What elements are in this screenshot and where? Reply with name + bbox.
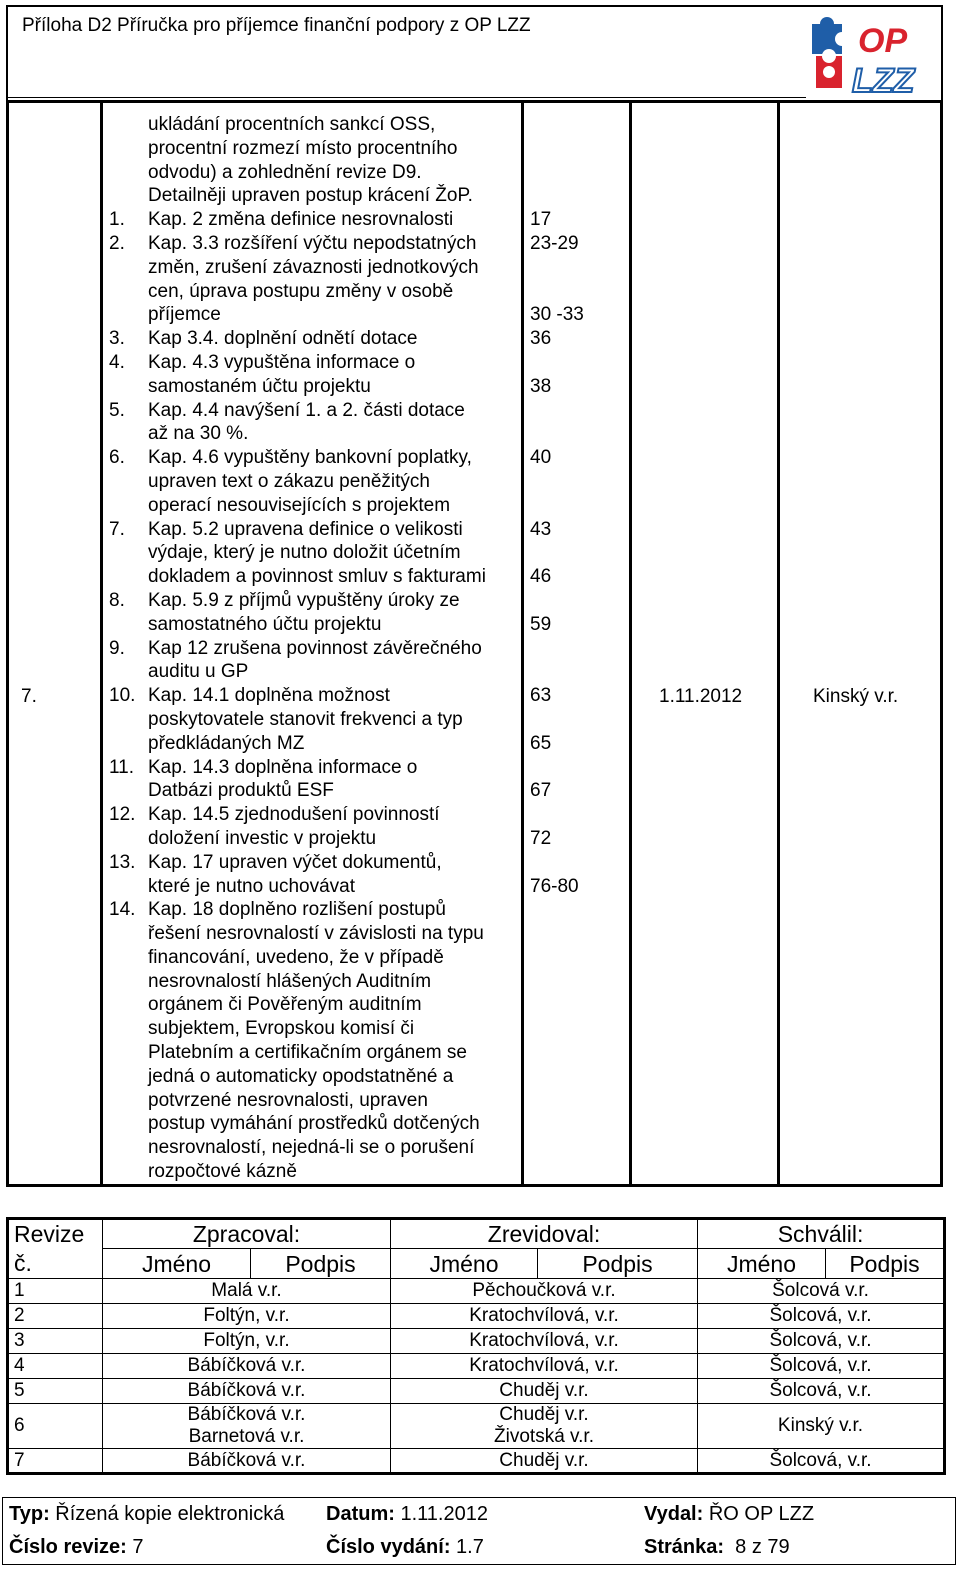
revision-row	[8, 1279, 945, 1304]
page-reference	[530, 1089, 584, 1113]
zrevidoval-cell	[391, 1404, 698, 1449]
jmeno-header: Jméno	[698, 1249, 826, 1279]
change-descriptions-column	[148, 113, 486, 1184]
page-reference	[530, 422, 584, 446]
schvalil-name: Kinský v.r.	[777, 1415, 864, 1436]
change-description-line: odvodu) a zohlednění revize D9.	[148, 161, 422, 183]
item-number	[109, 1065, 147, 1089]
page-reference	[530, 803, 584, 827]
page-reference: 38	[530, 375, 552, 397]
item-number	[109, 732, 147, 756]
page-reference: 17	[530, 209, 552, 231]
zpracoval-header: Zpracoval:	[103, 1219, 391, 1249]
revision-number-text: 5	[14, 1380, 25, 1401]
change-description-line: jedná o automaticky opodstatněné a	[148, 1065, 454, 1087]
item-number	[109, 1160, 147, 1184]
item-number	[109, 1041, 147, 1065]
zpracoval-cell	[103, 1354, 391, 1379]
page-reference	[530, 1112, 584, 1136]
vydal-value: ŘO OP LZZ	[708, 1503, 815, 1525]
change-description-line: řešení nesrovnalostí v závislosti na typu	[148, 923, 484, 945]
page-header	[6, 5, 943, 100]
item-number: 1.	[109, 209, 125, 231]
item-number: 3.	[109, 328, 125, 350]
page-reference	[530, 161, 584, 185]
page-footer	[2, 1497, 956, 1565]
svg-text:OP: OP	[858, 22, 908, 60]
cislo-revize-label: Číslo revize:	[9, 1536, 127, 1558]
page-reference	[530, 494, 584, 518]
column-divider	[777, 103, 780, 1184]
schvalil-name: Šolcová v.r.	[772, 1280, 869, 1301]
item-number	[109, 660, 147, 684]
zpracoval-name: Bábíčková v.r.	[187, 1380, 306, 1401]
change-description-line: doložení investic v projektu	[148, 827, 377, 849]
revision-row	[8, 1354, 945, 1379]
zpracoval-name: Malá v.r.	[211, 1280, 282, 1301]
page-reference	[530, 708, 584, 732]
zrevidoval-cell	[391, 1329, 698, 1354]
change-description-line: Kap. 2 změna definice nesrovnalosti	[148, 209, 454, 231]
item-number	[109, 827, 147, 851]
item-number	[109, 303, 147, 327]
revision-number-cell	[8, 1329, 103, 1354]
revision-row	[8, 1329, 945, 1354]
change-description-line: potvrzené nesrovnalosti, upraven	[148, 1089, 428, 1111]
page-reference	[530, 970, 584, 994]
change-description-line: Kap. 17 upraven výčet dokumentů,	[148, 851, 442, 873]
change-description-line: Kap. 18 doplněno rozlišení postupů	[148, 899, 446, 921]
revision-date: 1.11.2012	[659, 686, 743, 707]
page-reference	[530, 113, 584, 137]
page-reference	[530, 280, 584, 304]
page-reference: 30 -33	[530, 304, 584, 326]
page-reference	[530, 1041, 584, 1065]
footer-typ	[9, 1503, 284, 1526]
change-description-line: rozpočtové kázně	[148, 1161, 297, 1183]
schvalil-header: Schválil:	[698, 1219, 945, 1249]
item-number	[109, 541, 147, 565]
page-reference	[530, 660, 584, 684]
item-number	[109, 494, 147, 518]
item-number	[109, 946, 147, 970]
change-description-line: Kap. 4.6 vypuštěny bankovní poplatky,	[148, 447, 472, 469]
zpracoval-cell	[103, 1304, 391, 1329]
change-description-line: auditu u GP	[148, 661, 249, 683]
revision-number-cell	[8, 1304, 103, 1329]
change-log-table	[6, 100, 943, 1187]
page-reference	[530, 256, 584, 280]
change-description-line: změn, zrušení závaznosti jednotkových	[148, 256, 479, 278]
revision-number-text: 3	[14, 1330, 25, 1351]
change-description-line: předkládaných MZ	[148, 732, 305, 754]
item-number	[109, 280, 147, 304]
item-number	[109, 708, 147, 732]
revision-number-text: 2	[14, 1305, 25, 1326]
zrevidoval-name: Kratochvílová, v.r.	[469, 1330, 619, 1351]
change-description-line: cen, úprava postupu změny v osobě	[148, 280, 454, 302]
page-reference	[530, 399, 584, 423]
revision-number-cell	[8, 1354, 103, 1379]
page-reference	[530, 946, 584, 970]
page-reference	[530, 1065, 584, 1089]
change-description-line: ukládání procentních sankcí OSS,	[148, 114, 436, 135]
item-number	[109, 993, 147, 1017]
revision-number-text: 7	[14, 1449, 25, 1471]
item-number	[109, 613, 147, 637]
schvalil-name: Šolcová, v.r.	[769, 1305, 872, 1326]
item-number	[109, 970, 147, 994]
item-number	[109, 422, 147, 446]
revision-table	[6, 1217, 946, 1475]
zpracoval-cell	[103, 1449, 391, 1474]
jmeno-header: Jméno	[391, 1249, 538, 1279]
zrevidoval-name: Pěchoučková v.r.	[472, 1280, 616, 1301]
zpracoval-name: Foltýn, v.r.	[203, 1305, 290, 1326]
page-reference	[530, 637, 584, 661]
schvalil-cell	[698, 1404, 945, 1449]
page-reference: 36	[530, 328, 552, 350]
change-description-line: Detailněji upraven postup krácení ŽoP.	[148, 185, 473, 207]
change-description-line: příjemce	[148, 304, 221, 326]
zpracoval-name: Bábíčková v.r.	[187, 1404, 306, 1425]
change-description-line: Kap. 5.9 z příjmů vypuštěny úroky ze	[148, 589, 460, 611]
item-number: 2.	[109, 232, 125, 254]
page-reference	[530, 470, 584, 494]
page-reference	[530, 589, 584, 613]
zrevidoval-name: Kratochvílová, v.r.	[469, 1355, 619, 1376]
change-description-line: nesrovnalostí, nejedná-li se o porušení	[148, 1137, 475, 1159]
page-reference	[530, 541, 584, 565]
zrevidoval-cell	[391, 1449, 698, 1474]
change-description-line: výdaje, který je nutno doložit účetním	[148, 542, 461, 564]
footer-stranka	[644, 1536, 790, 1559]
revision-number-cell	[8, 1449, 103, 1474]
change-description-line: Kap. 14.3 doplněna informace o	[148, 756, 418, 778]
item-number	[109, 256, 147, 280]
change-description-line: dokladem a povinnost smluv s fakturami	[148, 566, 486, 588]
schvalil-cell	[698, 1329, 945, 1354]
item-number: 7.	[109, 518, 125, 540]
revision-row	[8, 1404, 945, 1449]
zpracoval-name: Bábíčková v.r.	[187, 1449, 306, 1471]
change-description-line: postup vymáhání prostředků dotčených	[148, 1113, 480, 1135]
item-number	[109, 161, 147, 185]
page-reference	[530, 898, 584, 922]
typ-label: Typ:	[9, 1503, 50, 1525]
item-number	[109, 1136, 147, 1160]
change-description-line: operací nesouvisejících s projektem	[148, 494, 451, 516]
item-number	[109, 779, 147, 803]
schvalil-cell	[698, 1279, 945, 1304]
schvalil-cell	[698, 1449, 945, 1474]
cislo-vydani-value: 1.7	[456, 1536, 484, 1558]
page-reference: 65	[530, 732, 552, 754]
zpracoval-name: Bábíčková v.r.	[187, 1355, 306, 1376]
change-description-line: Kap. 4.4 navýšení 1. a 2. části dotace	[148, 399, 465, 421]
page-reference: 46	[530, 566, 552, 588]
page-reference: 40	[530, 447, 552, 469]
page-reference	[530, 1160, 584, 1184]
revision-number-cell	[8, 1279, 103, 1304]
revision-number-cell	[8, 1404, 103, 1449]
change-description-line: Kap 3.4. doplnění odnětí dotace	[148, 328, 418, 350]
zpracoval-name: Foltýn, v.r.	[203, 1330, 290, 1351]
op-lzz-logo	[806, 14, 926, 98]
item-number	[109, 375, 147, 399]
revision-number-text: 1	[14, 1280, 25, 1301]
footer-cislo-revize	[9, 1536, 144, 1559]
page-references-column	[530, 113, 584, 1184]
item-number	[109, 875, 147, 899]
item-number	[109, 137, 147, 161]
revision-row	[8, 1379, 945, 1404]
page-reference: 63	[530, 685, 552, 707]
schvalil-cell	[698, 1354, 945, 1379]
change-description-line: Platebním a certifikačním orgánem se	[148, 1042, 467, 1064]
page-reference: 72	[530, 827, 552, 849]
page-reference	[530, 851, 584, 875]
schvalil-cell	[698, 1304, 945, 1329]
zrevidoval-name: Chuděj v.r.	[499, 1380, 589, 1401]
change-description-line: Kap. 4.3 vypuštěna informace o	[148, 351, 416, 373]
change-description-line: orgánem či Pověřeným auditním	[148, 994, 422, 1016]
jmeno-header: Jméno	[103, 1249, 251, 1279]
column-divider	[100, 103, 103, 1184]
page-reference: 43	[530, 518, 552, 540]
zrevidoval-name: Chuděj v.r.	[499, 1404, 589, 1425]
page-reference	[530, 351, 584, 375]
change-description-line: Datbázi produktů ESF	[148, 780, 334, 802]
change-description-line: procentní rozmezí místo procentního	[148, 137, 458, 159]
vydal-label: Vydal:	[644, 1503, 704, 1525]
revision-row	[8, 1449, 945, 1474]
change-description-line: Kap. 5.2 upravena definice o velikosti	[148, 518, 463, 540]
zrevidoval-name: Chuděj v.r.	[499, 1449, 589, 1471]
change-description-line: Kap. 14.5 zjednodušení povinností	[148, 804, 440, 826]
page-reference: 67	[530, 780, 552, 802]
podpis-header: Podpis	[538, 1249, 698, 1279]
schvalil-cell	[698, 1379, 945, 1404]
change-description-line: samostaném účtu projektu	[148, 375, 371, 397]
document-title: Příloha D2 Příručka pro příjemce finanční podpory z OP LZZ	[22, 15, 531, 36]
change-description-line: až na 30 %.	[148, 423, 249, 445]
podpis-header: Podpis	[251, 1249, 391, 1279]
change-description-line: financování, uvedeno, že v případě	[148, 946, 444, 968]
page-reference	[530, 184, 584, 208]
item-number: 11.	[109, 756, 135, 778]
datum-value: 1.11.2012	[400, 1503, 488, 1525]
footer-datum	[326, 1503, 488, 1526]
item-numbers-column	[109, 113, 147, 1184]
item-number	[109, 1112, 147, 1136]
item-number	[109, 922, 147, 946]
podpis-header: Podpis	[826, 1249, 945, 1279]
page-reference	[530, 1136, 584, 1160]
schvalil-name: Šolcová, v.r.	[769, 1355, 872, 1376]
change-description-line: Kap 12 zrušena povinnost závěrečného	[148, 637, 482, 659]
datum-label: Datum:	[326, 1503, 395, 1525]
zpracoval-name: Barnetová v.r.	[188, 1426, 305, 1447]
item-number	[109, 470, 147, 494]
cislo-header: č.	[8, 1249, 103, 1279]
item-number: 12.	[109, 804, 136, 826]
zrevidoval-name: Životská v.r.	[494, 1426, 594, 1447]
revize-header: Revize	[8, 1219, 103, 1249]
page-reference: 76-80	[530, 875, 579, 897]
revision-number-text: 6	[14, 1415, 25, 1436]
item-number: 9.	[109, 637, 125, 659]
change-description-line: Kap. 14.1 doplněna možnost	[148, 685, 390, 707]
page-reference	[530, 993, 584, 1017]
zpracoval-cell	[103, 1379, 391, 1404]
item-number	[109, 1089, 147, 1113]
header-divider	[6, 97, 806, 98]
zrevidoval-cell	[391, 1279, 698, 1304]
zpracoval-cell	[103, 1404, 391, 1449]
zrevidoval-cell	[391, 1304, 698, 1329]
revision-author: Kinský v.r.	[813, 686, 899, 707]
item-number	[109, 565, 147, 589]
item-number: 8.	[109, 589, 125, 611]
revision-number: 7.	[21, 686, 37, 707]
change-description-line: subjektem, Evropskou komisí či	[148, 1018, 415, 1040]
stranka-value: 8 z 79	[735, 1536, 790, 1558]
change-description-line: které je nutno uchovávat	[148, 875, 356, 897]
zrevidoval-cell	[391, 1379, 698, 1404]
schvalil-name: Šolcová, v.r.	[769, 1330, 872, 1351]
page-reference	[530, 922, 584, 946]
footer-vydal	[644, 1503, 814, 1526]
change-description-line: nesrovnalostí hlášených Auditním	[148, 970, 432, 992]
column-divider	[521, 103, 524, 1184]
item-number: 10.	[109, 685, 136, 707]
item-number: 4.	[109, 351, 125, 373]
item-number	[109, 1017, 147, 1041]
zpracoval-cell	[103, 1279, 391, 1304]
page-reference	[530, 137, 584, 161]
schvalil-name: Šolcová, v.r.	[769, 1449, 872, 1471]
item-number	[109, 113, 147, 137]
column-divider	[629, 103, 632, 1184]
item-number: 13.	[109, 851, 136, 873]
zrevidoval-cell	[391, 1354, 698, 1379]
footer-cislo-vydani	[326, 1536, 484, 1559]
revision-number-text: 4	[14, 1355, 25, 1376]
page-reference	[530, 756, 584, 780]
revision-number-cell	[8, 1379, 103, 1404]
change-description-line: samostatného účtu projektu	[148, 613, 382, 635]
zrevidoval-header: Zrevidoval:	[391, 1219, 698, 1249]
change-description-line: poskytovatele stanovit frekvenci a typ	[148, 708, 463, 730]
page-reference	[530, 1017, 584, 1041]
change-description-line: Kap. 3.3 rozšíření výčtu nepodstatných	[148, 232, 477, 254]
page-reference: 23-29	[530, 232, 579, 254]
svg-text:LZZ: LZZ	[852, 62, 915, 98]
page-reference: 59	[530, 613, 552, 635]
item-number: 5.	[109, 399, 125, 421]
item-number: 6.	[109, 447, 125, 469]
cislo-revize-value: 7	[132, 1536, 144, 1558]
revision-row	[8, 1304, 945, 1329]
stranka-label: Stránka:	[644, 1536, 725, 1558]
zrevidoval-name: Kratochvílová, v.r.	[469, 1305, 619, 1326]
cislo-vydani-label: Číslo vydání:	[326, 1536, 451, 1558]
item-number	[109, 184, 147, 208]
typ-value: Řízená kopie elektronická	[55, 1503, 285, 1525]
zpracoval-cell	[103, 1329, 391, 1354]
schvalil-name: Šolcová, v.r.	[769, 1380, 872, 1401]
item-number: 14.	[109, 899, 136, 921]
change-description-line: upraven text o zákazu peněžitých	[148, 470, 431, 492]
